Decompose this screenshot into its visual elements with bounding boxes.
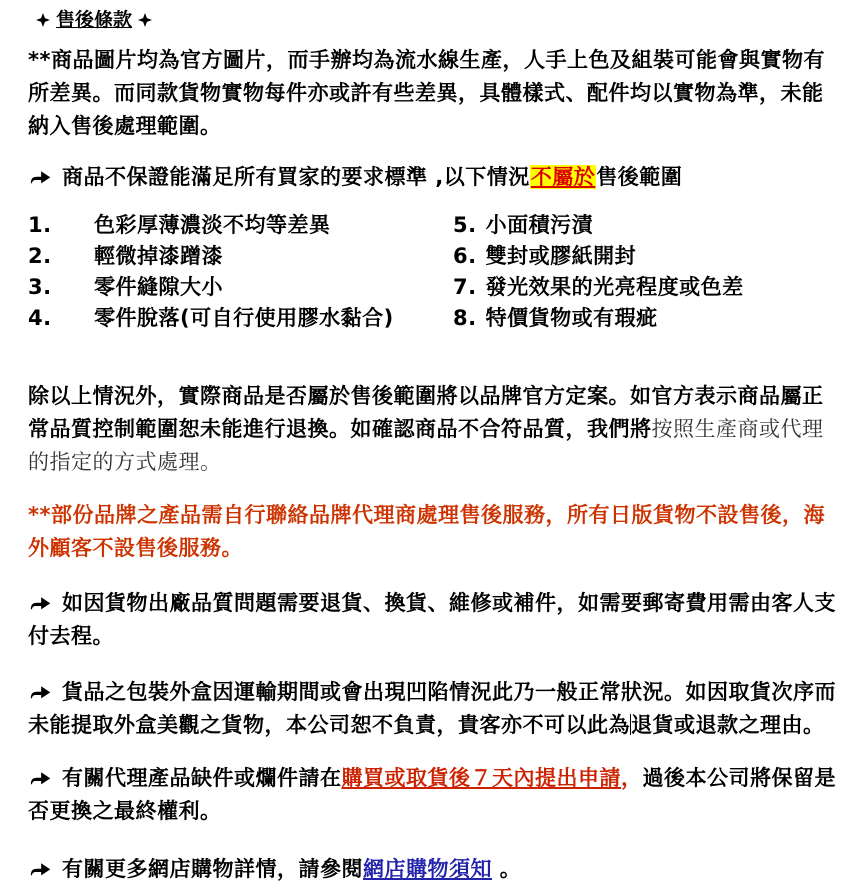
exclusion-list — [28, 210, 848, 334]
item-text: 特價貨物或有瑕疵 — [485, 306, 658, 330]
more-info-after: 。 — [492, 857, 522, 881]
page-title — [30, 8, 158, 32]
list-row — [28, 241, 848, 272]
defects-after: 過後本公司將保留是否更換之最終權利。 — [28, 766, 836, 823]
list-row — [28, 272, 848, 303]
red-comma: ， — [621, 766, 643, 790]
item-number: 1. — [28, 213, 52, 237]
defects-claim-paragraph — [28, 762, 844, 828]
list-item-4 — [28, 303, 453, 334]
determination-tail: 按照生產商或代理的指定的方式處理。 — [28, 417, 824, 474]
item-number: 8. — [453, 306, 477, 330]
packaging-paragraph — [28, 676, 844, 742]
not-covered-highlight: 不屬於 — [530, 165, 596, 189]
page-title-text: 售後條款 — [56, 9, 133, 31]
item-number: 6. — [453, 244, 477, 268]
list-item-2 — [28, 241, 453, 272]
list-item-3 — [28, 272, 453, 303]
right-arrow-icon — [28, 861, 52, 877]
exclusion-notice-line — [28, 161, 844, 194]
item-text: 發光效果的光亮程度或色差 — [485, 275, 744, 299]
list-item-7 — [453, 272, 744, 303]
list-item-8 — [453, 303, 658, 334]
item-number: 3. — [28, 275, 52, 299]
item-text: 雙封或膠紙開封 — [485, 244, 637, 268]
list-row — [28, 303, 848, 334]
item-number: 4. — [28, 306, 52, 330]
brand-notice-paragraph — [28, 499, 844, 565]
list-item-6 — [453, 241, 636, 272]
item-text: 零件縫隙大小 — [94, 275, 223, 299]
intro-text: **商品圖片均為官方圖片，而手辦均為流水線生產，人手上色及組裝可能會與實物有所差異。而同款貨物實物每件亦或許有些差異，具體樣式、配件均以實物為準，未能納入售後處理範圍。 — [28, 48, 825, 138]
item-text: 輕微掉漆蹭漆 — [94, 244, 223, 268]
item-text: 色彩厚薄濃淡不均等差異 — [94, 213, 331, 237]
intro-paragraph — [28, 44, 844, 143]
notice-after: 售後範圍 — [596, 165, 683, 189]
list-item-1 — [28, 210, 453, 241]
more-info-before: 有關更多網店購物詳情，請參閱 — [62, 857, 363, 881]
store-shopping-guide-link[interactable]: 網店購物須知 — [363, 857, 492, 881]
determination-paragraph — [28, 380, 844, 479]
list-item-5 — [453, 210, 593, 241]
four-pointed-star-icon — [36, 13, 50, 27]
item-number: 7. — [453, 275, 477, 299]
defects-before: 有關代理產品缺件或爛件請在 — [62, 766, 342, 790]
claim-period-emphasis: 購買或取貨後７天內提出申請 — [341, 766, 621, 790]
brand-notice-text: **部份品牌之產品需自行聯絡品牌代理商處理售後服務，所有日版貨物不設售後，海外顧客不設售後服務。 — [28, 503, 825, 560]
four-pointed-star-icon — [138, 13, 152, 27]
determination-main: 除以上情況外，實際商品是否屬於售後範圍將以品牌官方定案。如官方表示商品屬正常品質控制範圍恕未能進行退換。如確認商品不合符品質，我們將 — [28, 384, 824, 441]
shipping-text: 如因貨物出廠品質問題需要退貨、換貨、維修或補件，如需要郵寄費用需由客人支付去程。 — [28, 591, 836, 648]
packaging-after-cursor: 退貨或退款之理由。 — [631, 713, 825, 737]
item-number: 5. — [453, 213, 477, 237]
more-info-line — [28, 853, 844, 886]
item-text: 零件脫落(可自行使用膠水黏合) — [94, 306, 394, 330]
title-line — [30, 8, 848, 32]
right-arrow-icon — [28, 770, 52, 786]
right-arrow-icon — [28, 595, 52, 611]
right-arrow-icon — [28, 169, 52, 185]
right-arrow-icon — [28, 684, 52, 700]
list-row — [28, 210, 848, 241]
item-number: 2. — [28, 244, 52, 268]
shipping-line — [28, 587, 844, 653]
item-text: 小面積污漬 — [485, 213, 594, 237]
packaging-before-cursor: 貨品之包裝外盒因運輸期間或會出現凹陷情況此乃一般正常狀況。如因取貨次序而未能提取外盒美觀之貨物，本公司恕不負責，貴客亦不可以此為 — [28, 680, 836, 737]
notice-before: 商品不保證能滿足所有買家的要求標準 ,以下情況 — [62, 165, 530, 189]
